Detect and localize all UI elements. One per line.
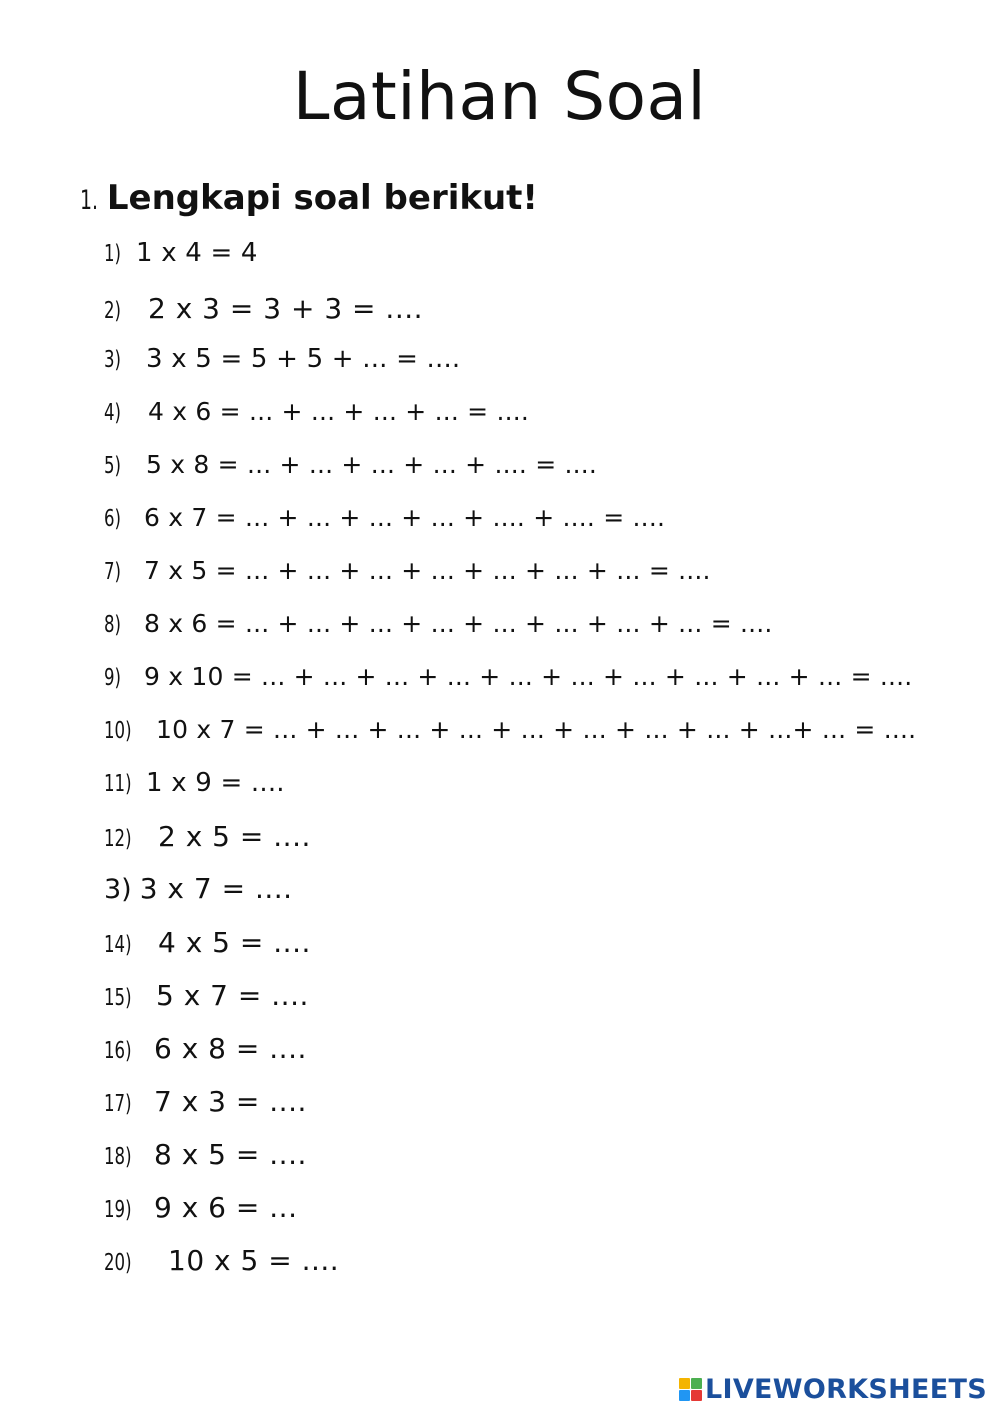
item-number: 19) (104, 1197, 132, 1223)
item-number: 7) (104, 559, 121, 585)
list-item (104, 292, 423, 325)
item-equation: 2 x 3 = 3 + 3 = .... (148, 292, 424, 325)
item-equation: 8 x 6 = ... + ... + ... + ... + ... + ... + ... + ... = .... (144, 609, 773, 638)
item-number: 5) (104, 453, 121, 479)
item-equation: 9 x 6 = ... (154, 1191, 298, 1224)
list-item (104, 1138, 307, 1171)
item-equation: 6 x 7 = ... + ... + ... + ... + .... + .... = .... (144, 503, 666, 532)
item-equation: 1 x 4 = 4 (136, 238, 258, 268)
list-item (104, 1085, 307, 1118)
item-number: 17) (104, 1091, 132, 1117)
item-number: 11) (104, 771, 132, 797)
item-equation: 7 x 3 = .... (154, 1085, 307, 1118)
list-item (104, 1244, 339, 1277)
item-number: 3) (104, 874, 132, 905)
list-item (104, 1191, 297, 1224)
item-number: 18) (104, 1144, 132, 1170)
item-number: 8) (104, 612, 121, 638)
list-item (104, 609, 773, 638)
item-equation: 8 x 5 = .... (154, 1138, 307, 1171)
logo-square-icon (679, 1378, 690, 1389)
list-item (104, 344, 460, 374)
item-number: 3) (104, 347, 121, 373)
liveworksheets-logo (679, 1374, 987, 1405)
item-equation: 7 x 5 = ... + ... + ... + ... + ... + ... + ... = .... (144, 556, 711, 585)
list-item (104, 768, 285, 798)
list-item (104, 926, 311, 959)
item-equation: 4 x 6 = ... + ... + ... + ... = .... (148, 397, 530, 426)
list-item (104, 450, 597, 479)
item-number: 10) (104, 718, 132, 744)
list-item (104, 397, 529, 426)
list-item (104, 238, 258, 268)
list-item (104, 872, 293, 905)
list-item (104, 715, 916, 744)
item-number: 12) (104, 826, 132, 852)
item-number: 15) (104, 985, 132, 1011)
item-equation: 5 x 7 = .... (156, 979, 309, 1012)
list-item (104, 556, 711, 585)
item-equation: 4 x 5 = .... (158, 926, 311, 959)
item-equation: 6 x 8 = .... (154, 1032, 307, 1065)
page-title: Latihan Soal (292, 58, 707, 135)
list-item (104, 1032, 307, 1065)
item-equation: 3 x 7 = .... (139, 872, 293, 905)
item-equation: 3 x 5 = 5 + 5 + ... = .... (146, 344, 461, 374)
item-equation: 5 x 8 = ... + ... + ... + ... + .... = .... (146, 450, 598, 479)
item-number: 9) (104, 665, 121, 691)
instruction-text: Lengkapi soal berikut! (106, 178, 538, 218)
item-equation: 9 x 10 = ... + ... + ... + ... + ... + ... + ... + ... + ... + ... = .... (144, 662, 913, 691)
logo-square-icon (691, 1390, 702, 1401)
item-number: 4) (104, 400, 121, 426)
logo-square-icon (679, 1390, 690, 1401)
instruction-number: 1. (80, 185, 99, 216)
item-number: 20) (104, 1250, 132, 1276)
list-item (104, 979, 309, 1012)
list-item (104, 820, 311, 853)
item-number: 6) (104, 506, 121, 532)
item-equation: 10 x 5 = .... (168, 1244, 340, 1277)
item-equation: 10 x 7 = ... + ... + ... + ... + ... + ... + ... + ... + ...+ ... = .... (156, 715, 917, 744)
list-item (104, 503, 665, 532)
item-number: 14) (104, 932, 132, 958)
item-equation: 2 x 5 = .... (158, 820, 311, 853)
logo-text: LIVEWORKSHEETS (704, 1374, 987, 1405)
item-number: 2) (104, 298, 121, 324)
instruction (80, 178, 538, 218)
item-equation: 1 x 9 = .... (146, 768, 285, 798)
item-number: 16) (104, 1038, 132, 1064)
list-item (104, 662, 912, 691)
logo-mark-icon (679, 1378, 702, 1401)
item-number: 1) (104, 241, 121, 267)
logo-square-icon (691, 1378, 702, 1389)
